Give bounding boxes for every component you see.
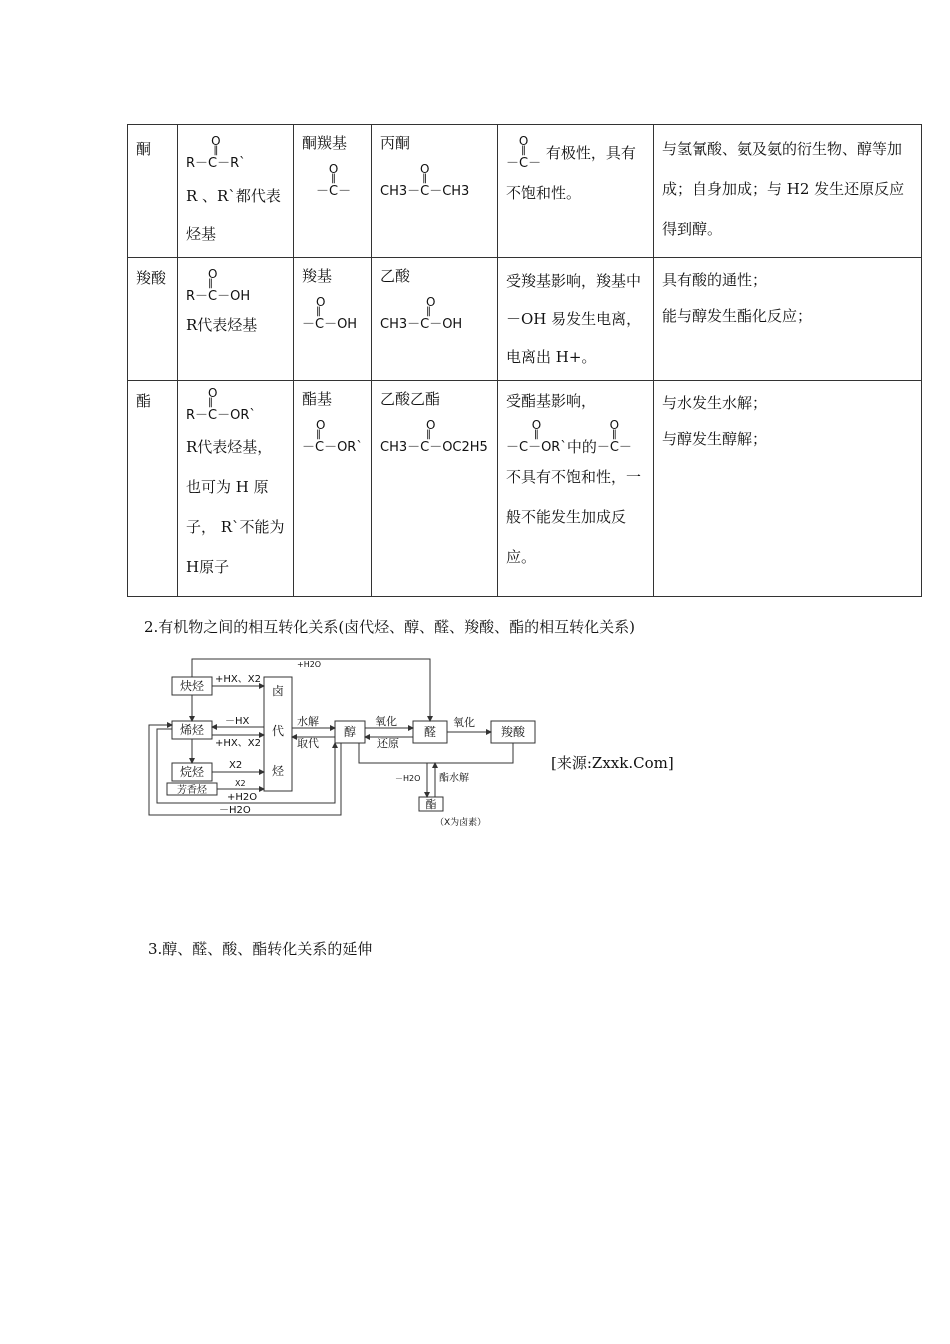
general-note: R代表烃基，也可为 H 原子， R`不能为H原子 <box>186 438 285 576</box>
group-cell <box>294 258 372 381</box>
properties-table-wrapper <box>127 124 921 597</box>
label-alkane: 烷烃 <box>179 765 205 779</box>
label-ester-hydrolysis: 酯水解 <box>439 773 469 784</box>
label-note: （X为卤素） <box>435 818 487 828</box>
structure-feature: 有极性，具有不饱和性。 <box>506 144 636 202</box>
label-add-hx-x2-top: +HX、X2 <box>215 674 261 685</box>
property-line: 与水发生水解； <box>662 394 768 412</box>
group-formula: O ‖ －C－ <box>316 162 352 199</box>
group-name: 酮羰基 <box>302 134 348 152</box>
properties-cell <box>654 381 922 597</box>
example-name: 丙酮 <box>380 134 411 152</box>
section-heading: 2.有机物之间的相互转化关系(卤代烃、醇、醛、羧酸、酯的相互转化关系) <box>144 618 636 636</box>
class-name-cell: 酮 <box>128 125 178 258</box>
general-formula: O ‖ R－C－R` <box>186 134 246 171</box>
structure-cell <box>498 125 654 258</box>
source-note: [来源:Zxxk.Com] <box>551 754 674 772</box>
label-substitution: 取代 <box>297 737 319 750</box>
example-formula: O ‖ CH3－C－OH <box>380 295 463 332</box>
label-alkyne: 炔烃 <box>179 679 205 693</box>
table-row <box>128 125 922 258</box>
group-formula: O ‖ －C－OR` <box>302 418 363 455</box>
example-cell <box>372 381 498 597</box>
group-name: 酯基 <box>302 390 333 408</box>
section-heading: 3.醇、醛、酸、酯转化关系的延伸 <box>148 940 373 958</box>
label-x2-1: X2 <box>229 760 243 771</box>
label-hydrolysis: 水解 <box>297 715 319 728</box>
label-halo-3: 烃 <box>271 764 285 778</box>
properties-table <box>127 124 922 597</box>
label-alkene: 烯烃 <box>179 723 205 737</box>
general-formula: O ‖ R－C－OH <box>186 267 251 304</box>
label-add-h2o-bottom: +H2O <box>227 792 258 803</box>
label-minus-hx: －HX <box>225 716 250 727</box>
label-alcohol: 醇 <box>343 725 357 739</box>
label-halo-1: 卤 <box>271 684 285 698</box>
general-formula-cell <box>178 381 294 597</box>
conversion-diagram <box>147 655 547 830</box>
label-oxidation-1: 氧化 <box>375 715 397 728</box>
ester-group-inline: O ‖ －C－OR` 中的 O ‖ －C－ <box>506 418 632 456</box>
label-ester: 酯 <box>425 798 437 811</box>
label-aldehyde: 醛 <box>423 725 437 739</box>
carbonyl-inline: O ‖ －C－ <box>506 134 542 171</box>
label-x2-2: X2 <box>235 779 246 788</box>
example-name: 乙酸乙酯 <box>380 390 441 408</box>
example-cell <box>372 258 498 381</box>
general-formula-cell <box>178 125 294 258</box>
structure-feature: 不具有不饱和性，一般不能发生加成反应。 <box>506 468 642 566</box>
general-note: R代表烃基 <box>186 316 258 334</box>
group-name: 羧基 <box>302 267 333 285</box>
example-formula: O ‖ CH3－C－OC2H5 <box>380 418 488 455</box>
general-formula-cell <box>178 258 294 381</box>
property-line: 具有酸的通性； <box>662 271 768 289</box>
general-note: R 、R`都代表烃基 <box>186 187 281 243</box>
group-cell <box>294 125 372 258</box>
group-formula: O ‖ －C－OH <box>302 295 358 332</box>
table-row <box>128 381 922 597</box>
structure-cell <box>498 381 654 597</box>
properties-cell <box>654 258 922 381</box>
label-oxidation-2: 氧化 <box>453 716 475 729</box>
example-cell <box>372 125 498 258</box>
example-name: 乙酸 <box>380 267 411 285</box>
label-aromatic: 芳香烃 <box>177 785 207 796</box>
structure-cell: 受羧基影响，羧基中－OH 易发生电离，电离出 H+。 <box>498 258 654 381</box>
group-cell <box>294 381 372 597</box>
general-formula: O ‖ R－C－OR` <box>186 386 256 423</box>
label-minus-h2o-ester: －H2O <box>395 774 421 783</box>
label-halo-2: 代 <box>271 724 285 738</box>
property-line: 与醇发生醇解； <box>662 430 768 448</box>
class-name-cell: 羧酸 <box>128 258 178 381</box>
label-reduction: 还原 <box>377 737 399 750</box>
label-minus-h2o-bottom: －H2O <box>219 805 251 816</box>
label-carboxylic: 羧酸 <box>500 725 526 739</box>
structure-feature: 受酯基影响， <box>506 392 597 410</box>
label-add-hx-x2-mid: +HX、X2 <box>215 738 261 749</box>
example-formula: O ‖ CH3－C－CH3 <box>380 162 470 199</box>
class-name-cell: 酯 <box>128 381 178 597</box>
properties-cell: 与氢氰酸、氨及氨的衍生物、醇等加成；自身加成；与 H2 发生还原反应得到醇。 <box>654 125 922 258</box>
property-line: 能与醇发生酯化反应； <box>662 307 813 325</box>
label-add-h2o-top: +H2O <box>297 660 322 669</box>
table-row <box>128 258 922 381</box>
